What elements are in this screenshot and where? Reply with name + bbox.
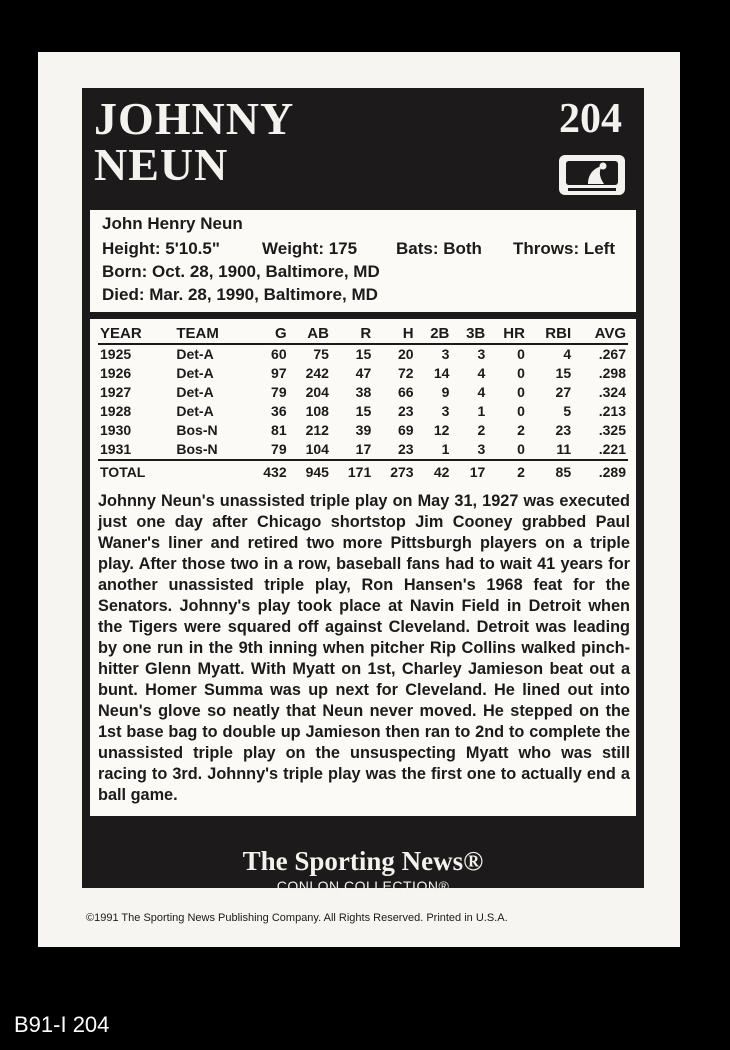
- header-cell: HR: [487, 323, 527, 344]
- stats-cell: 3: [477, 346, 486, 362]
- full-name: John Henry Neun: [102, 214, 243, 233]
- height: Height: 5'10.5": [102, 239, 220, 258]
- stats-table: [98, 323, 628, 483]
- stats-cell: 0: [517, 384, 525, 400]
- stats-cell: 0: [517, 346, 525, 362]
- stats-cell: 20: [397, 346, 414, 362]
- story-text: Johnny Neun's unassisted triple play on May 31, 1927 was executed just one day after Chicago shortstop Jim Cooney grabbed Paul Waner's liner and retired two more Pittsburgh players on a triple play. After those two in a row, baseball fans had to wait 41 years for another unassisted triple play, Ron Hansen's 1968 feat for the Senators. Johnny's play took place at Navin Field in Detroit when the Tigers were squared off against Cleveland. Detroit was leading by one run in the 9th inning when pitcher Rip Collins walked pinch-hitter Glenn Myatt. With Myatt on 1st, Charley Jamieson beat out a bunt. Homer Summa was up next for Cleveland. He lined out into Neun's glove so neatly that Neun never moved. He stepped on the 1st base bag to double up Jamieson then ran to 2nd to complete the unassisted triple play on the unsuspecting Myatt who was still racing to 3rd. Johnny's triple play was the first one to actually end a ball game.: [98, 492, 630, 804]
- stats-row: [98, 421, 628, 440]
- stats-panel: [90, 319, 636, 489]
- stats-cell: 97: [271, 365, 287, 381]
- stats-cell: .298: [598, 365, 626, 381]
- stats-cell: 75: [313, 346, 329, 362]
- mlb-licensed-logo-icon: [558, 154, 626, 196]
- brand-collection: CONLON COLLECTION®: [276, 878, 450, 894]
- stats-cell: 104: [305, 441, 329, 457]
- stats-body: [98, 344, 628, 460]
- stats-row: [98, 440, 628, 460]
- stats-cell: 2: [517, 422, 525, 438]
- stats-cell: 0: [517, 441, 525, 457]
- stats-row: [98, 364, 628, 383]
- total-cell: 945: [289, 460, 331, 483]
- total-cell: 432: [246, 460, 288, 483]
- header-cell: YEAR: [98, 323, 174, 344]
- stats-cell: 66: [397, 384, 414, 400]
- header-cell: AB: [289, 323, 331, 344]
- total-cell: [174, 460, 246, 483]
- header-cell: RBI: [527, 323, 573, 344]
- stats-cell: 72: [397, 365, 414, 381]
- stats-cell: 1: [441, 441, 450, 457]
- total-cell: 2: [487, 460, 527, 483]
- stats-cell: 108: [305, 403, 329, 419]
- stats-cell: 0: [517, 403, 525, 419]
- stats-cell: 15: [355, 346, 372, 362]
- weight: Weight: 175: [262, 239, 358, 258]
- stats-cell: 11: [556, 441, 572, 457]
- stats-cell: 4: [477, 384, 486, 400]
- stats-header-row: [98, 323, 628, 344]
- throws: Throws: Left: [513, 239, 615, 258]
- stats-cell: 79: [271, 441, 287, 457]
- stats-cell: 204: [305, 384, 329, 400]
- total-cell: 171: [331, 460, 373, 483]
- total-cell: .289: [573, 460, 628, 483]
- stats-cell: 9: [441, 384, 450, 400]
- stats-cell: 36: [271, 403, 287, 419]
- stats-row: [98, 383, 628, 402]
- stats-cell: 5: [563, 403, 572, 419]
- catalog-label: B91-I 204: [14, 1012, 110, 1037]
- stats-cell: 1928: [100, 403, 132, 419]
- stats-cell: 12: [433, 422, 450, 438]
- stats-cell: Bos-N: [176, 441, 218, 457]
- brand-name: The Sporting News®: [242, 846, 484, 876]
- stats-cell: Det-A: [176, 365, 214, 381]
- born: Born: Oct. 28, 1900, Baltimore, MD: [102, 262, 380, 281]
- stats-cell: .267: [598, 346, 626, 362]
- stats-cell: 39: [355, 422, 372, 438]
- stats-cell: 3: [441, 346, 450, 362]
- stats-cell: 69: [397, 422, 414, 438]
- stats-cell: 1926: [100, 365, 132, 381]
- stats-cell: 14: [433, 365, 450, 381]
- stats-cell: 1927: [100, 384, 132, 400]
- stats-cell: 4: [477, 365, 486, 381]
- stats-cell: .213: [598, 403, 626, 419]
- total-cell: TOTAL: [98, 460, 174, 483]
- stats-cell: 23: [397, 441, 414, 457]
- player-last-name: NEUN: [94, 139, 229, 190]
- header-cell: 3B: [451, 323, 487, 344]
- card-frame: [82, 88, 644, 894]
- total-cell: 273: [373, 460, 415, 483]
- stats-cell: 38: [355, 384, 372, 400]
- stats-cell: Det-A: [176, 346, 214, 362]
- stats-cell: 3: [477, 441, 486, 457]
- bio-panel: [90, 210, 636, 312]
- stats-cell: Det-A: [176, 384, 214, 400]
- stats-cell: 1: [477, 403, 486, 419]
- stats-cell: .324: [598, 384, 626, 400]
- stats-cell: Bos-N: [176, 422, 218, 438]
- stats-cell: 15: [355, 403, 372, 419]
- copyright-text: ©1991 The Sporting News Publishing Company. All Rights Reserved. Printed in U.S.A.: [86, 912, 508, 924]
- stats-cell: 2: [477, 422, 486, 438]
- player-first-name: JOHNNY: [94, 93, 295, 144]
- stats-cell: 3: [441, 403, 450, 419]
- stats-total-row: [98, 460, 628, 483]
- stats-cell: 1930: [100, 422, 132, 438]
- stats-cell: 1925: [100, 346, 132, 362]
- header-cell: G: [246, 323, 288, 344]
- total-cell: 17: [451, 460, 487, 483]
- total-cell: 42: [416, 460, 452, 483]
- stats-cell: 242: [305, 365, 329, 381]
- header-cell: TEAM: [174, 323, 246, 344]
- header-cell: H: [373, 323, 415, 344]
- stats-cell: Det-A: [176, 403, 214, 419]
- bats: Bats: Both: [396, 239, 482, 258]
- stats-cell: .325: [598, 422, 626, 438]
- stats-cell: 79: [271, 384, 287, 400]
- died: Died: Mar. 28, 1990, Baltimore, MD: [102, 285, 378, 304]
- stats-cell: 1931: [100, 441, 132, 457]
- stats-cell: .221: [598, 441, 626, 457]
- stats-cell: 60: [271, 346, 287, 362]
- stats-cell: 23: [397, 403, 414, 419]
- baseball-card-back: [38, 52, 680, 947]
- stats-cell: 17: [355, 441, 372, 457]
- header-cell: 2B: [416, 323, 452, 344]
- player-name: [94, 93, 295, 190]
- stats-cell: 15: [555, 365, 572, 381]
- stats-cell: 47: [355, 365, 372, 381]
- stats-cell: 4: [563, 346, 572, 362]
- header-cell: R: [331, 323, 373, 344]
- stats-cell: 212: [305, 422, 329, 438]
- stats-cell: 27: [555, 384, 572, 400]
- stats-cell: 0: [517, 365, 525, 381]
- total-cell: 85: [527, 460, 573, 483]
- story-panel: [90, 486, 636, 816]
- header-cell: AVG: [573, 323, 628, 344]
- stats-cell: 23: [555, 422, 572, 438]
- stats-row: [98, 344, 628, 364]
- stats-cell: 81: [271, 422, 287, 438]
- card-number: 204: [559, 96, 622, 142]
- stats-row: [98, 402, 628, 421]
